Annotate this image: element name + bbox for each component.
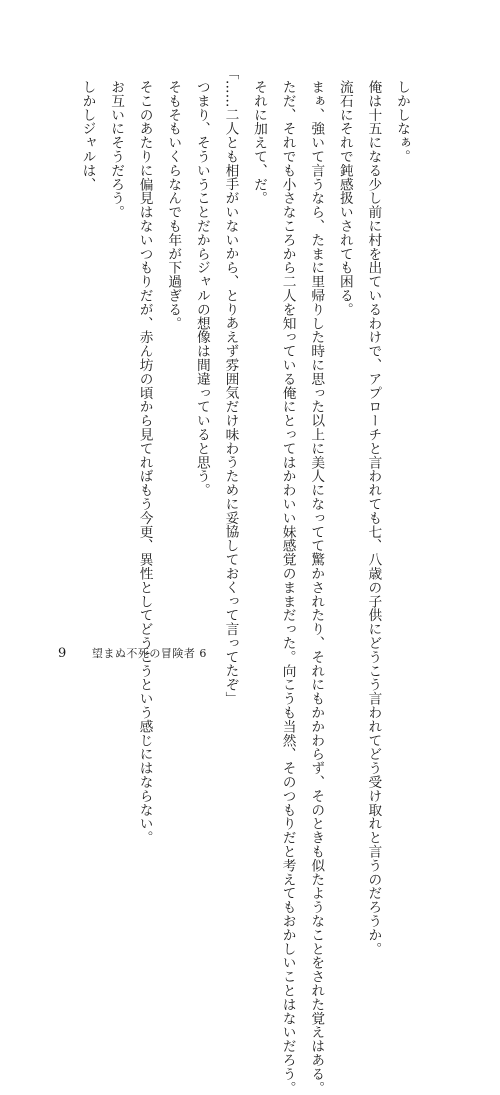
dialogue-line: 「……二人とも相手がいないから、とりあえず雰囲気だけ味わうために妥協しておくって言ってたぞ」 bbox=[222, 66, 239, 706]
paragraph-8: つまり、そういうことだからジャルの想像は間違っていると思う。 bbox=[193, 66, 210, 497]
paragraph-10: そこのあたりに偏見はないつもりだが、赤ん坊の頃から見てればもう今更、異性としてどうこうという感じにはならない。 bbox=[136, 66, 153, 845]
paragraph-1: しかしなぁ。 bbox=[394, 66, 410, 164]
paragraph-11: お互いにそうだろう。 bbox=[108, 66, 125, 219]
paragraph-9: そもそもいくらなんでも年が下過ぎる。 bbox=[165, 66, 182, 331]
page-number: 9 bbox=[58, 646, 67, 661]
running-title: 望まぬ不死の冒険者 6 bbox=[91, 647, 207, 660]
paragraph-6: それに加えて、だ。 bbox=[251, 66, 268, 205]
page-footer bbox=[58, 645, 207, 661]
paragraph-4: まぁ、強いて言うなら、たまに里帰りした時に思った以上に美人になってて驚かされたり、それにもかかわらず、そのときも似たようなことをされた覚えはある。 bbox=[308, 66, 325, 1095]
paragraph-12: しかしジャルは、 bbox=[79, 66, 96, 192]
paragraph-2: 俺は十五になる少し前に村を出ているわけで、アプローチと言われても七、八歳の子供にどうこう言われてどう受け取れと言うのだろうか。 bbox=[365, 66, 382, 956]
paragraph-3: 流石にそれで鈍感扱いされても困る。 bbox=[336, 66, 353, 317]
paragraph-5: ただ、それでも小さなころから二人を知っている俺にとってはかわいい妹感覚のままだった。向こうも当然、そのつもりだと考えてもおかしいことはないだろう。 bbox=[279, 66, 296, 1095]
